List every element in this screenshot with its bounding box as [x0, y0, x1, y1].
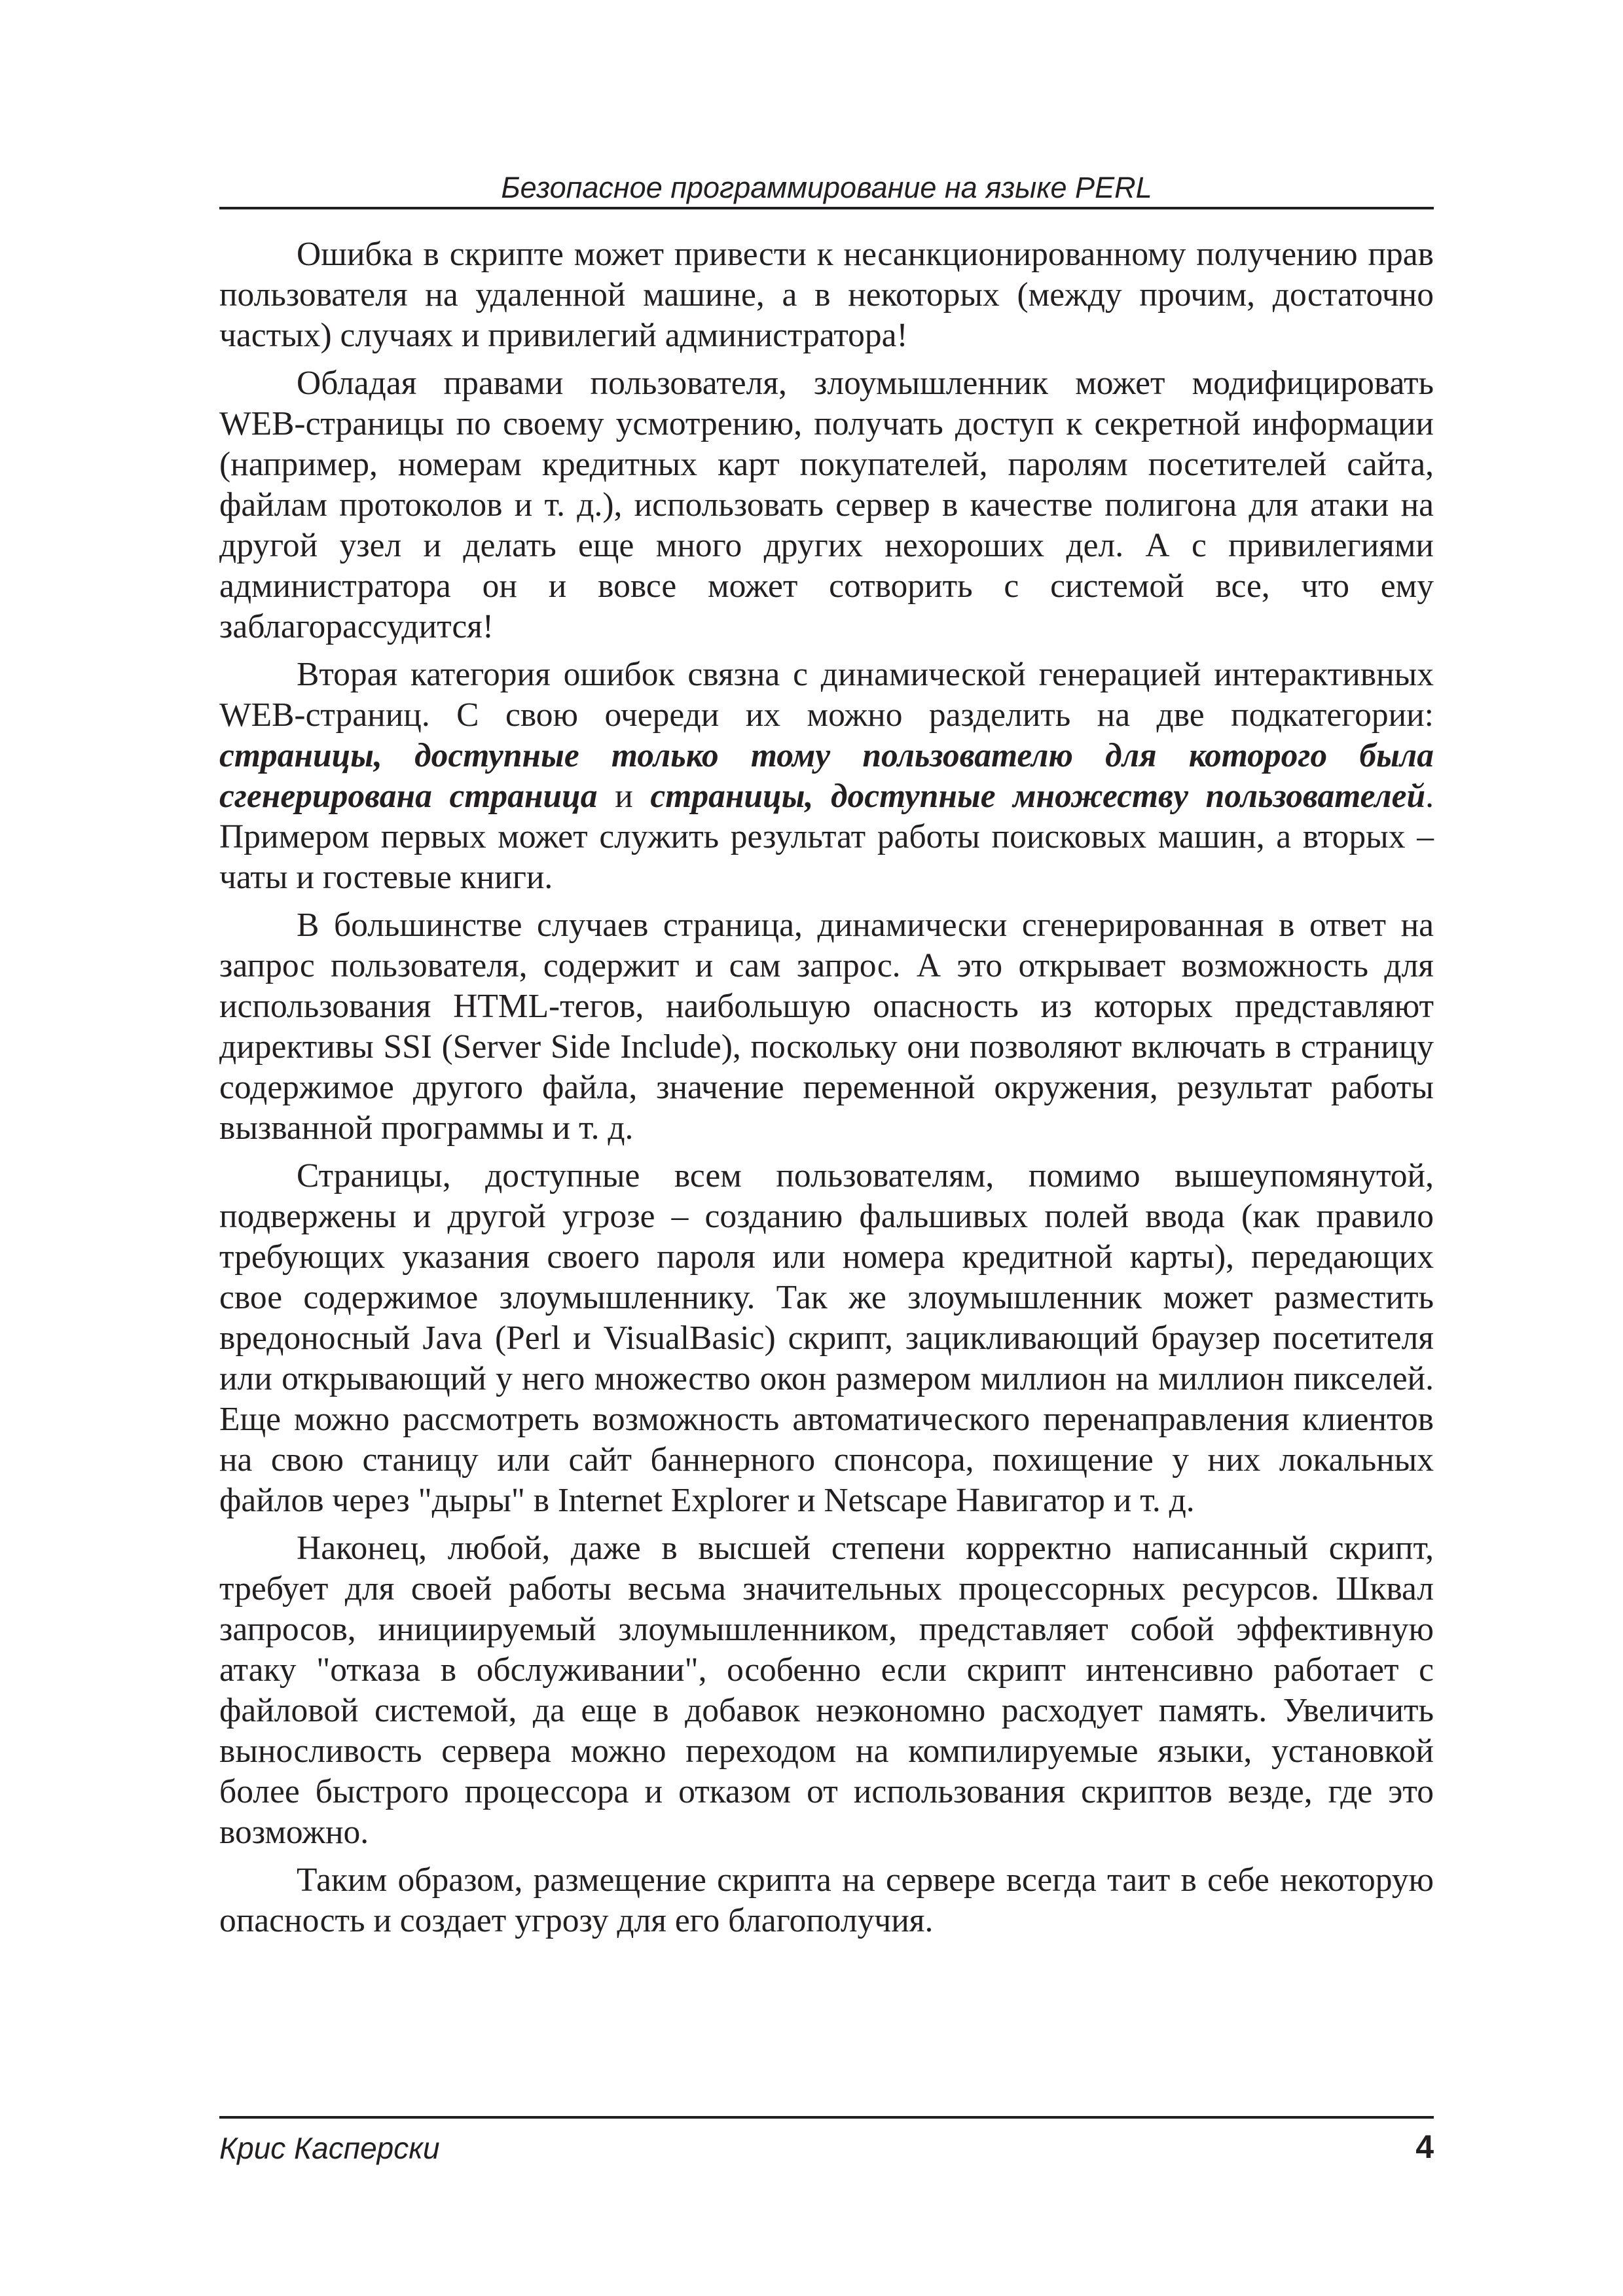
- paragraph-6: Наконец, любой, даже в высшей степени корректно написанный скрипт, требует для своей работы весьма значительных процессорных ресурсов. Шквал запросов, инициируемый злоумышленником, представляет собой эффективную атаку "отказа в обслуживании", особенно если скрипт интенсивно работает с файловой системой, да еще в добавок неэкономно расходует память. Увеличить выносливость сервера можно переходом на компилируемые языки, установкой более быстрого процессора и отказом от использования скриптов везде, где это возможно.: [219, 1530, 1434, 1851]
- body-text: [219, 234, 1434, 1941]
- paragraph-3-text-c: . Примером первых может служить результат работы поисковых машин, а вторых – чаты и гостевые книги.: [219, 778, 1434, 896]
- running-header: [219, 169, 1434, 209]
- paragraph-3: [219, 655, 1434, 898]
- paragraph-2: Обладая правами пользователя, злоумышленник может модифицировать WEB-страницы по своему усмотрению, получать доступ к секретной информации (например, номерам кредитных карт покупателей, паролям посетителей сайта, файлам протоколов и т. д.), использовать сервер в качестве полигона для атаки на другой узел и делать еще много других нехороших дел. А с привилегиями администратора он и вовсе может сотворить с системой все, что ему заблагорассудится!: [219, 365, 1434, 645]
- paragraph-7: Таким образом, размещение скрипта на сервере всегда таит в себе некоторую опасность и создает угрозу для его благополучия.: [219, 1861, 1434, 1939]
- emphasis-public-pages: страницы, доступные множеству пользователей: [650, 778, 1426, 815]
- paragraph-4: В большинстве случаев страница, динамически сгенерированная в ответ на запрос пользователя, содержит и сам запрос. А это открывает возможность для использования HTML-тегов, наибольшую опасность из которых представляют директивы SSI (Server Side Include), поскольку они позволяют включать в страницу содержимое другого файла, значение переменной окружения, результат работы вызванной программы и т. д.: [219, 906, 1434, 1147]
- page-number: 4: [1415, 2128, 1434, 2165]
- paragraph-1: Ошибка в скрипте может привести к несанкционированному получению прав пользователя на удаленной машине, а в некоторых (между прочим, достаточно частых) случаях и привилегий администратора!: [219, 236, 1434, 354]
- running-footer: [219, 2116, 1434, 2166]
- paragraph-5: Страницы, доступные всем пользователям, помимо вышеупомянутой, подвержены и другой угрозе – созданию фальшивых полей ввода (как правило требующих указания своего пароля или номера кредитной карты), передающих свое содержимое злоумышленнику. Так же злоумышленник может разместить вредоносный Java (Perl и VisualBasic) скрипт, зацикливающий браузер посетителя или открывающий у него множество окон размером миллион на миллион пикселей. Еще можно рассмотреть возможность автоматического перенаправления клиентов на свою станицу или сайт баннерного спонсора, похищение у них локальных файлов через "дыры" в Internet Explorer и Netscape Навигатор и т. д.: [219, 1157, 1434, 1519]
- paragraph-3-text-b: и: [597, 778, 651, 815]
- paragraph-3-text-a: Вторая категория ошибок связна с динамической генерацией интерактивных WEB-страниц. С свою очереди их можно разделить на две подкатегории:: [219, 656, 1434, 734]
- header-title: Безопасное программирование на языке PERL: [501, 171, 1152, 204]
- emphasis-private-pages: страницы, доступные только тому пользователю для которого была сгенерирована страница: [219, 737, 1434, 815]
- footer-author: Крис Касперски: [219, 2131, 440, 2165]
